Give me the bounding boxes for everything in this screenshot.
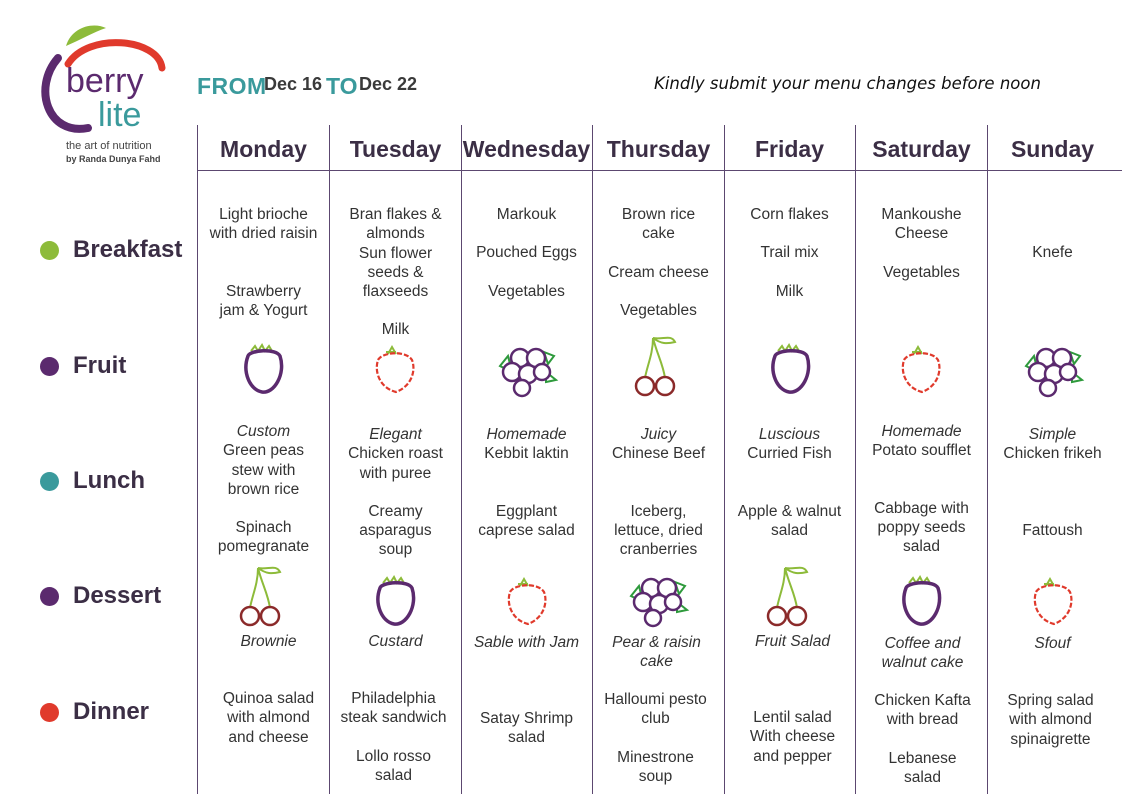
dessert-monday <box>203 632 334 651</box>
menu-line: with bread <box>886 711 959 729</box>
dessert-dot-icon <box>40 587 59 606</box>
cherries-icon <box>228 560 300 632</box>
menu-tag: Custom <box>236 423 291 440</box>
menu-line: Apple & walnut <box>737 502 842 520</box>
breakfast-sunday <box>987 243 1118 262</box>
menu-line: Pouched Eggs <box>476 244 577 262</box>
meal-label-text: Fruit <box>73 352 127 379</box>
menu-line: Cheese <box>894 225 949 243</box>
dessert-thursday <box>591 633 722 672</box>
menu-line: Chicken Kafta <box>874 692 971 709</box>
breakfast-thursday <box>593 205 724 320</box>
menu-line: Spring salad <box>1007 692 1094 709</box>
lunch-dot-icon <box>40 472 59 491</box>
menu-tag: Luscious <box>758 426 821 443</box>
menu-line: soup <box>638 767 673 785</box>
from-date: Dec 16 <box>264 74 323 94</box>
meal-label-lunch <box>40 467 145 495</box>
plum-icon <box>886 566 958 638</box>
day-header-tuesday: Tuesday <box>349 136 442 162</box>
dinner-thursday <box>590 690 721 786</box>
raspberry-icon <box>1018 566 1090 638</box>
dinner-sunday <box>985 691 1116 749</box>
lunch-saturday <box>856 422 987 556</box>
menu-tag: Elegant <box>369 426 422 443</box>
menu-tag: Simple <box>1028 426 1077 443</box>
fruit-dot-icon <box>40 357 59 376</box>
menu-line: Vegetables <box>883 263 960 281</box>
menu-line: Pear & raisin <box>612 634 701 651</box>
menu-line: club <box>641 710 670 728</box>
dessert-friday <box>727 632 858 651</box>
menu-line: salad <box>374 766 413 784</box>
menu-line: lettuce, dried <box>614 521 703 539</box>
meal-label-breakfast <box>40 236 182 264</box>
menu-line: Custard <box>368 633 423 650</box>
menu-line: asparagus <box>359 522 432 540</box>
cherries-icon <box>755 560 827 632</box>
menu-line: cake <box>642 225 675 243</box>
menu-line: Fattoush <box>1022 521 1083 539</box>
menu-line: and pepper <box>753 747 832 765</box>
menu-line: Chicken frikeh <box>1003 445 1102 463</box>
menu-line: Philadelphia <box>351 690 436 707</box>
menu-line: Halloumi pesto <box>604 691 707 708</box>
menu-line: stew with <box>231 461 296 479</box>
dessert-wednesday <box>461 633 592 652</box>
menu-line: Cream cheese <box>608 263 709 281</box>
menu-line: poppy seeds <box>877 518 966 536</box>
menu-line: Sfouf <box>1034 635 1071 652</box>
to-label: TO <box>326 73 358 99</box>
menu-tag: Juicy <box>640 426 677 443</box>
menu-line: caprese salad <box>478 521 575 539</box>
lunch-thursday <box>593 425 724 559</box>
menu-line: walnut cake <box>881 654 964 672</box>
meal-label-text: Dessert <box>73 582 162 609</box>
menu-line: Trail mix <box>760 244 819 262</box>
dessert-saturday <box>857 634 988 673</box>
menu-line: jam & Yogurt <box>219 301 308 319</box>
menu-line: Iceberg, <box>630 502 687 520</box>
menu-line: soup <box>378 541 413 559</box>
raspberry-icon <box>360 334 432 406</box>
menu-line: Sable with Jam <box>473 634 580 651</box>
menu-line: Minestrone <box>617 748 694 766</box>
menu-line: steak sandwich <box>340 709 447 727</box>
menu-line: with almond <box>227 709 310 727</box>
menu-line: salad <box>902 538 941 556</box>
menu-line: spinaigrette <box>1010 730 1091 748</box>
blueberries-icon <box>623 562 695 634</box>
plum-icon <box>228 334 300 406</box>
menu-line: Lentil salad <box>753 709 832 726</box>
menu-line: Brownie <box>240 633 297 650</box>
breakfast-friday <box>724 205 855 301</box>
raspberry-icon <box>886 334 958 406</box>
meal-label-dessert <box>40 582 161 610</box>
menu-line: Bran flakes & <box>349 206 442 223</box>
menu-line: Lollo rosso <box>356 747 431 765</box>
logo-berry-text: berry <box>66 62 144 100</box>
day-header-saturday: Saturday <box>872 136 971 162</box>
menu-line: Brown rice <box>621 206 696 223</box>
day-header-thursday: Thursday <box>606 136 711 162</box>
logo-byline: by Randa Dunya Fahd <box>66 154 161 164</box>
menu-change-notice: Kindly submit your menu changes before noon <box>654 74 1041 93</box>
dinner-friday <box>727 708 858 766</box>
menu-line: Markouk <box>496 206 557 223</box>
menu-tag: Homemade <box>881 423 962 440</box>
menu-line: seeds & <box>367 263 424 281</box>
lunch-tuesday <box>330 425 461 560</box>
day-header-sunday: Sunday <box>1010 136 1095 162</box>
menu-line: brown rice <box>227 480 300 498</box>
dinner-wednesday <box>461 709 592 748</box>
menu-line: Fruit Salad <box>755 633 830 650</box>
menu-line: Chicken roast <box>348 445 443 463</box>
menu-line: Milk <box>775 282 804 300</box>
breakfast-tuesday <box>330 205 461 340</box>
lunch-monday <box>198 422 329 557</box>
blueberries-icon <box>492 332 564 404</box>
menu-line: Knefe <box>1032 244 1073 261</box>
menu-line: Green peas <box>223 442 304 460</box>
breakfast-saturday <box>856 205 987 282</box>
lunch-sunday <box>987 425 1118 540</box>
plum-icon <box>360 566 432 638</box>
menu-line: Light brioche <box>219 206 308 223</box>
lunch-friday <box>724 425 855 540</box>
menu-line: with almond <box>1009 711 1092 729</box>
menu-line: Potato soufflet <box>872 442 971 460</box>
menu-line: With cheese <box>749 728 836 746</box>
menu-tag: Homemade <box>486 426 567 443</box>
raspberry-icon <box>492 566 564 638</box>
menu-line: salad <box>507 729 546 747</box>
menu-line: Corn flakes <box>750 206 829 223</box>
meal-label-text: Lunch <box>73 467 145 494</box>
menu-line: cranberries <box>619 541 698 559</box>
menu-line: Creamy <box>368 502 423 520</box>
menu-line: Kebbit laktin <box>484 445 569 463</box>
dinner-monday <box>203 689 334 747</box>
menu-line: cake <box>640 653 673 671</box>
menu-line: Satay Shrimp <box>479 710 574 727</box>
menu-line: with dried raisin <box>209 225 318 243</box>
menu-line: Milk <box>381 321 410 339</box>
menu-line: Mankoushe <box>881 206 962 223</box>
breakfast-monday <box>198 205 329 320</box>
menu-line: and cheese <box>228 728 309 746</box>
menu-line: Sun flower <box>358 244 433 262</box>
meal-label-dinner <box>40 698 149 726</box>
dessert-tuesday <box>330 632 461 651</box>
plum-icon <box>755 334 827 406</box>
menu-line: Lebanese <box>888 749 957 767</box>
meal-label-text: Dinner <box>73 698 150 725</box>
menu-line: pomegranate <box>217 538 310 556</box>
menu-line: Strawberry <box>226 282 301 300</box>
from-label: FROM <box>197 73 267 99</box>
menu-line: Cabbage with <box>874 499 969 517</box>
logo-lite-text: lite <box>98 96 142 134</box>
menu-line: Quinoa salad <box>222 690 315 707</box>
menu-line: Chinese Beef <box>611 445 706 463</box>
menu-line: Vegetables <box>620 301 697 319</box>
menu-line: almonds <box>366 225 425 243</box>
cherries-icon <box>623 330 695 402</box>
blueberries-icon <box>1018 332 1090 404</box>
menu-line: Vegetables <box>488 282 565 300</box>
dinner-tuesday <box>328 689 459 785</box>
menu-line: with puree <box>359 464 432 482</box>
menu-line: salad <box>903 768 942 786</box>
menu-line: Coffee and <box>884 635 961 652</box>
meal-label-fruit <box>40 352 126 380</box>
lunch-wednesday <box>461 425 592 540</box>
dessert-sunday <box>987 634 1118 653</box>
day-header-wednesday: Wednesday <box>462 136 591 162</box>
breakfast-wednesday <box>461 205 592 301</box>
menu-line: Eggplant <box>495 502 558 520</box>
to-date: Dec 22 <box>359 74 418 94</box>
header-divider <box>197 170 1122 171</box>
menu-line: salad <box>770 521 809 539</box>
day-header-monday: Monday <box>220 136 307 162</box>
menu-line: Spinach <box>235 519 292 537</box>
menu-line: flaxseeds <box>362 283 429 301</box>
logo-tagline: the art of nutrition <box>66 140 152 152</box>
dinner-saturday <box>857 691 988 787</box>
meal-label-text: Breakfast <box>73 236 183 263</box>
breakfast-dot-icon <box>40 241 59 260</box>
menu-line: Curried Fish <box>747 445 832 463</box>
day-header-friday: Friday <box>754 136 825 162</box>
dinner-dot-icon <box>40 703 59 722</box>
